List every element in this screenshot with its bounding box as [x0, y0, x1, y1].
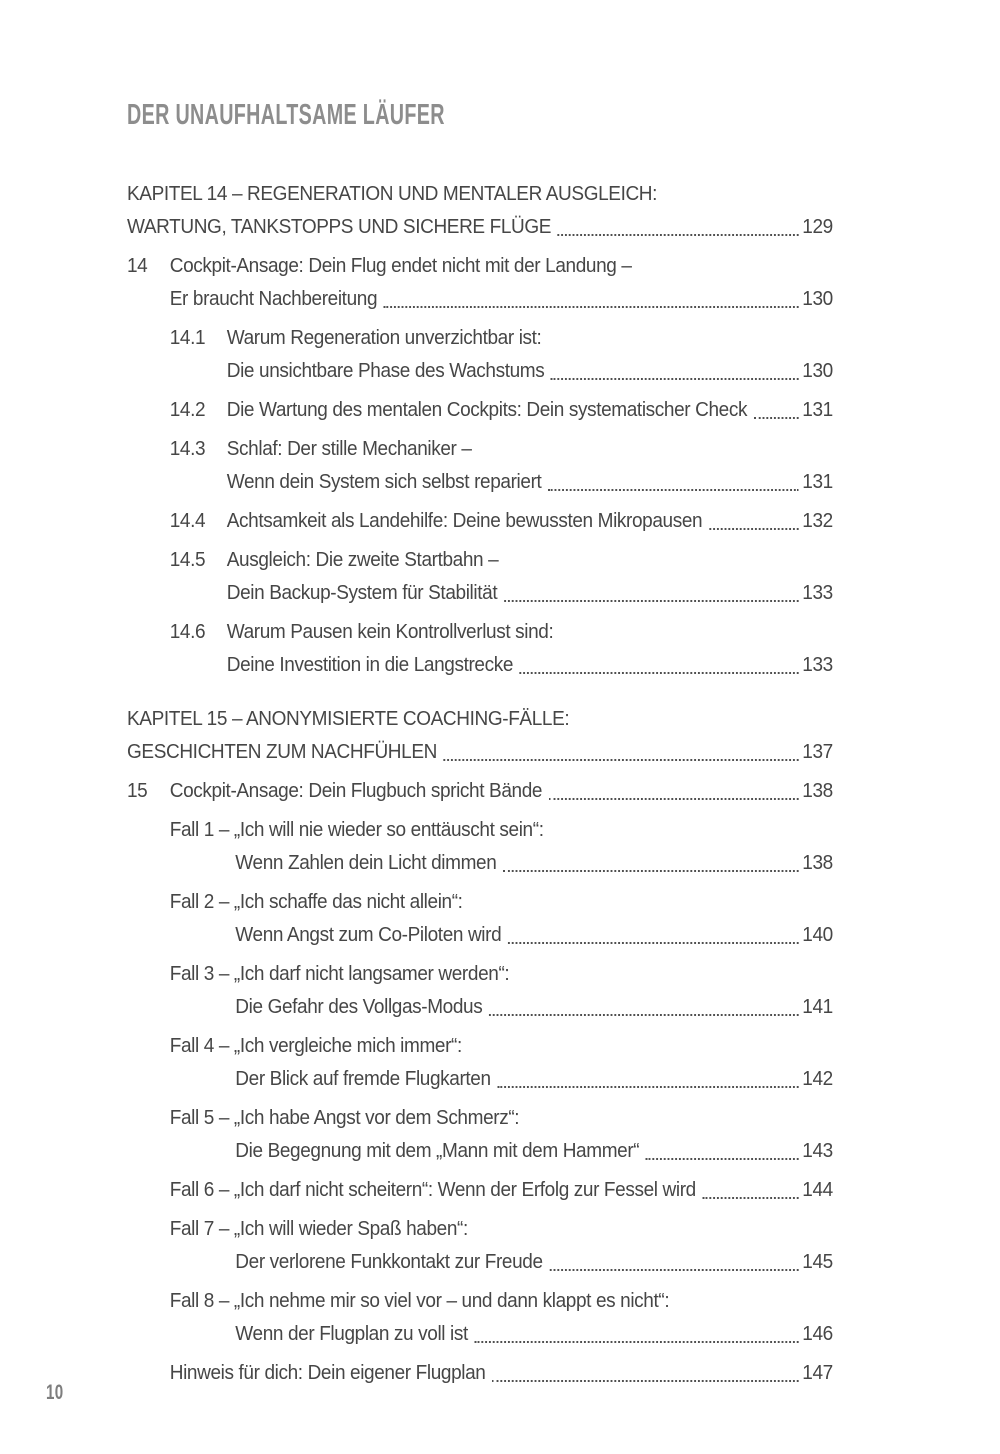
- entry-page-number: 133: [802, 582, 833, 604]
- entry-number: 14.6: [169, 621, 206, 643]
- entry-text: WARTUNG, TANKSTOPPS UND SICHERE FLÜGE: [127, 216, 552, 238]
- dot-leader: [709, 528, 799, 530]
- toc-line: [127, 433, 833, 466]
- toc-line: [127, 1318, 833, 1351]
- toc-line: [127, 886, 833, 919]
- entry-page-number: 129: [802, 216, 833, 238]
- toc-line: [127, 544, 833, 577]
- dot-leader: [489, 1014, 798, 1016]
- entry-number: 14.2: [169, 399, 206, 421]
- entry-page-number: 142: [802, 1068, 833, 1090]
- dot-leader: [504, 600, 799, 602]
- toc-line: [127, 1102, 833, 1135]
- toc-line: [127, 991, 833, 1024]
- entry-page-number: 131: [802, 471, 833, 493]
- table-of-contents: [127, 178, 833, 1390]
- toc-line: [127, 919, 833, 952]
- entry-text: Die Gefahr des Vollgas-Modus: [235, 996, 483, 1018]
- entry-text: Deine Investition in die Langstrecke: [226, 654, 514, 676]
- toc-line: [127, 283, 833, 316]
- entry-page-number: 138: [802, 780, 833, 802]
- toc-line: [127, 577, 833, 610]
- entry-number: 14.4: [169, 510, 206, 532]
- toc-line: [127, 1135, 833, 1168]
- entry-page-number: 132: [802, 510, 833, 532]
- toc-line: [127, 394, 833, 427]
- toc-line: [127, 1174, 833, 1207]
- entry-page-number: 138: [802, 852, 833, 874]
- entry-text: Fall 2 – „Ich schaffe das nicht allein“:: [169, 891, 463, 913]
- toc-line: [127, 814, 833, 847]
- entry-text: Achtsamkeit als Landehilfe: Deine bewussten Mikropausen: [226, 510, 703, 532]
- dot-leader: [549, 1269, 798, 1271]
- entry-text: Wenn dein System sich selbst repariert: [226, 471, 542, 493]
- entry-page-number: 143: [802, 1140, 833, 1162]
- entry-text: KAPITEL 15 – ANONYMISIERTE COACHING-FÄLLE:: [127, 708, 570, 730]
- entry-text: Hinweis für dich: Dein eigener Flugplan: [169, 1362, 486, 1384]
- entry-page-number: 146: [802, 1323, 833, 1345]
- entry-page-number: 140: [802, 924, 833, 946]
- entry-text: Warum Regeneration unverzichtbar ist:: [226, 327, 542, 349]
- toc-line: [127, 775, 833, 808]
- dot-leader: [549, 798, 799, 800]
- dot-leader: [492, 1380, 798, 1382]
- toc-line: [127, 355, 833, 388]
- dot-leader: [548, 489, 798, 491]
- entry-number: 14.5: [169, 549, 206, 571]
- dot-leader: [520, 672, 799, 674]
- entry-text: Fall 1 – „Ich will nie wieder so enttäuscht sein“:: [169, 819, 544, 841]
- entry-page-number: 131: [802, 399, 833, 421]
- toc-line: [127, 1213, 833, 1246]
- dot-leader: [508, 942, 799, 944]
- entry-text: Fall 6 – „Ich darf nicht scheitern“: Wenn der Erfolg zur Fessel wird: [169, 1179, 696, 1201]
- toc-line: [127, 211, 833, 244]
- dot-leader: [551, 378, 798, 380]
- entry-text: Fall 3 – „Ich darf nicht langsamer werden“:: [169, 963, 510, 985]
- running-header: DER UNAUFHALTSAME LÄUFER: [127, 99, 445, 131]
- toc-line: [127, 1063, 833, 1096]
- entry-text: KAPITEL 14 – REGENERATION UND MENTALER AUSGLEICH:: [127, 183, 658, 205]
- entry-text: Fall 8 – „Ich nehme mir so viel vor – und dann klappt es nicht“:: [169, 1290, 670, 1312]
- toc-line: [127, 649, 833, 682]
- toc-line: [127, 505, 833, 538]
- dot-leader: [444, 759, 799, 761]
- entry-text: Die Wartung des mentalen Cockpits: Dein systematischer Check: [226, 399, 748, 421]
- entry-text: Der verlorene Funkkontakt zur Freude: [235, 1251, 543, 1273]
- dot-leader: [475, 1341, 799, 1343]
- entry-text: Cockpit-Ansage: Dein Flugbuch spricht Bände: [169, 780, 543, 802]
- entry-text: Wenn Angst zum Co-Piloten wird: [235, 924, 502, 946]
- dot-leader: [503, 870, 798, 872]
- toc-line: [127, 1357, 833, 1390]
- toc-line: [127, 736, 833, 769]
- entry-text: Die Begegnung mit dem „Mann mit dem Hammer“: [235, 1140, 640, 1162]
- toc-line: [127, 1285, 833, 1318]
- entry-page-number: 137: [802, 741, 833, 763]
- entry-text: GESCHICHTEN ZUM NACHFÜHLEN: [127, 741, 437, 763]
- entry-text: Dein Backup-System für Stabilität: [226, 582, 498, 604]
- entry-text: Ausgleich: Die zweite Startbahn –: [226, 549, 499, 571]
- entry-text: Er braucht Nachbereitung: [169, 288, 378, 310]
- entry-page-number: 144: [802, 1179, 833, 1201]
- entry-page-number: 141: [802, 996, 833, 1018]
- entry-page-number: 130: [802, 288, 833, 310]
- entry-page-number: 133: [802, 654, 833, 676]
- entry-text: Schlaf: Der stille Mechaniker –: [226, 438, 472, 460]
- entry-page-number: 145: [802, 1251, 833, 1273]
- entry-number: 14.1: [169, 327, 206, 349]
- entry-text: Fall 4 – „Ich vergleiche mich immer“:: [169, 1035, 462, 1057]
- toc-line: [127, 1030, 833, 1063]
- toc-line: [127, 250, 833, 283]
- entry-number: 15: [127, 780, 148, 802]
- toc-line: [127, 958, 833, 991]
- toc-line: [127, 703, 833, 736]
- entry-number: 14: [127, 255, 148, 277]
- dot-leader: [754, 417, 799, 419]
- page-number: 10: [46, 1381, 64, 1404]
- entry-text: Fall 5 – „Ich habe Angst vor dem Schmerz“:: [169, 1107, 520, 1129]
- toc-line: [127, 616, 833, 649]
- dot-leader: [558, 234, 799, 236]
- toc-line: [127, 178, 833, 211]
- dot-leader: [384, 306, 799, 308]
- entry-page-number: 147: [802, 1362, 833, 1384]
- toc-line: [127, 322, 833, 355]
- entry-text: Fall 7 – „Ich will wieder Spaß haben“:: [169, 1218, 468, 1240]
- entry-text: Die unsichtbare Phase des Wachstums: [226, 360, 545, 382]
- toc-line: [127, 1246, 833, 1279]
- entry-text: Warum Pausen kein Kontrollverlust sind:: [226, 621, 554, 643]
- toc-line: [127, 466, 833, 499]
- entry-text: Cockpit-Ansage: Dein Flug endet nicht mit der Landung –: [169, 255, 632, 277]
- entry-number: 14.3: [169, 438, 206, 460]
- entry-text: Wenn der Flugplan zu voll ist: [235, 1323, 468, 1345]
- entry-page-number: 130: [802, 360, 833, 382]
- entry-text: Wenn Zahlen dein Licht dimmen: [235, 852, 497, 874]
- dot-leader: [702, 1197, 798, 1199]
- dot-leader: [497, 1086, 798, 1088]
- dot-leader: [646, 1158, 799, 1160]
- entry-text: Der Blick auf fremde Flugkarten: [235, 1068, 491, 1090]
- toc-line: [127, 847, 833, 880]
